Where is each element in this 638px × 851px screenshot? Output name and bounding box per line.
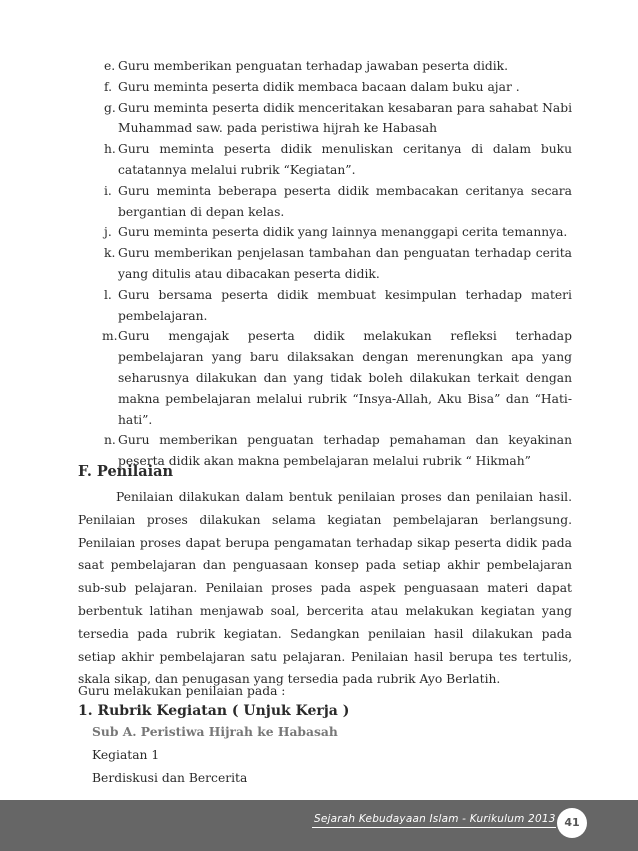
footer-book-title: Sejarah Kebudayaan Islam - Kurikulum 2013 [314,813,556,825]
section-heading: F. Penilaian [78,463,174,480]
list-item-text: Guru memberikan penguatan terhadap jawaban peserta didik. [118,59,509,73]
list-item-text: Guru memberikan penjelasan tambahan dan penguatan terhadap cerita yang ditulis atau dibacakan peserta didik. [118,246,572,281]
list-marker: e. [104,59,116,73]
list-item [86,222,572,243]
list-item [86,77,572,98]
list-item [86,181,572,223]
learning-steps-list [86,56,572,472]
page-footer [0,800,638,851]
list-item-text: Guru meminta peserta didik membaca bacaan dalam buku ajar . [118,79,520,94]
list-marker: g. [104,100,116,115]
list-item [86,326,572,430]
list-item-text: Guru meminta beberapa peserta didik membacakan ceritanya secara bergantian di depan kelas. [118,183,572,219]
footer-divider [312,827,556,828]
list-marker: j. [104,225,112,240]
list-item [86,56,572,77]
list-marker: i. [104,183,112,198]
list-marker: k. [104,246,116,261]
list-item-text: Guru meminta peserta didik menuliskan ceritanya di dalam buku catatannya melalui rubrik “Kegiatan”. [118,142,572,177]
list-marker: f. [104,79,113,94]
page-number-badge: 41 [557,808,587,838]
rubric-heading: 1. Rubrik Kegiatan ( Unjuk Kerja ) [78,703,350,719]
list-item [86,139,572,181]
list-item-text: Guru meminta peserta didik yang lainnya menanggapi cerita temannya. [118,225,568,240]
list-marker: l. [104,287,112,302]
list-marker: h. [104,142,116,157]
list-marker: n. [104,433,116,448]
list-item-text: Guru mengajak peserta didik melakukan refleksi terhadap pembelajaran yang baru dilaksakan dengan merenungkan apa yang seharusnya dilakukan dan yang tidak boleh dilakukan terkait dengan makna pembelajaran melalui rubrik “Insya-Allah, Aku Bisa” dan “Hati-hati”. [118,329,572,427]
list-item-text: Guru bersama peserta didik membuat kesimpulan terhadap materi pembelajaran. [118,287,572,323]
list-item [86,98,572,140]
list-item [86,243,572,285]
list-item-text: Guru meminta peserta didik menceritakan kesabaran para sahabat Nabi Muhammad saw. pada peristiwa hijrah ke Habasah [118,100,572,136]
sub-heading: Sub A. Peristiwa Hijrah ke Habasah [92,724,338,739]
list-marker: m. [102,329,118,344]
list-item [86,285,572,327]
assessment-intro: Guru melakukan penilaian pada : [78,684,286,698]
list-item-text: Guru memberikan penguatan terhadap pemahaman dan keyakinan peserta didik akan makna pembelajaran melalui rubrik “ Hikmah” [118,433,572,469]
activity-description: Berdiskusi dan Bercerita [92,771,248,785]
assessment-paragraph: Penilaian dilakukan dalam bentuk penilaian proses dan penilaian hasil. Penilaian proses dilakukan selama kegiatan pembelajaran berlangsung. Penilaian proses dapat berupa pengamatan terhadap sikap peserta didik pada saat pembelajaran dan penguasaan konsep pada setiap akhir pembelajaran sub-sub pelajaran. Penilaian proses pada aspek penguasaan materi dapat berbentuk latihan menjawab soal, bercerita atau melakukan kegiatan yang tersedia pada rubrik kegiatan. Sedangkan penilaian hasil dilakukan pada setiap akhir pembelajaran satu pelajaran. Penilaian hasil berupa tes tertulis, skala sikap, dan penugasan yang tersedia pada rubrik Ayo Berlatih. [78,490,572,687]
activity-label: Kegiatan 1 [92,748,160,762]
